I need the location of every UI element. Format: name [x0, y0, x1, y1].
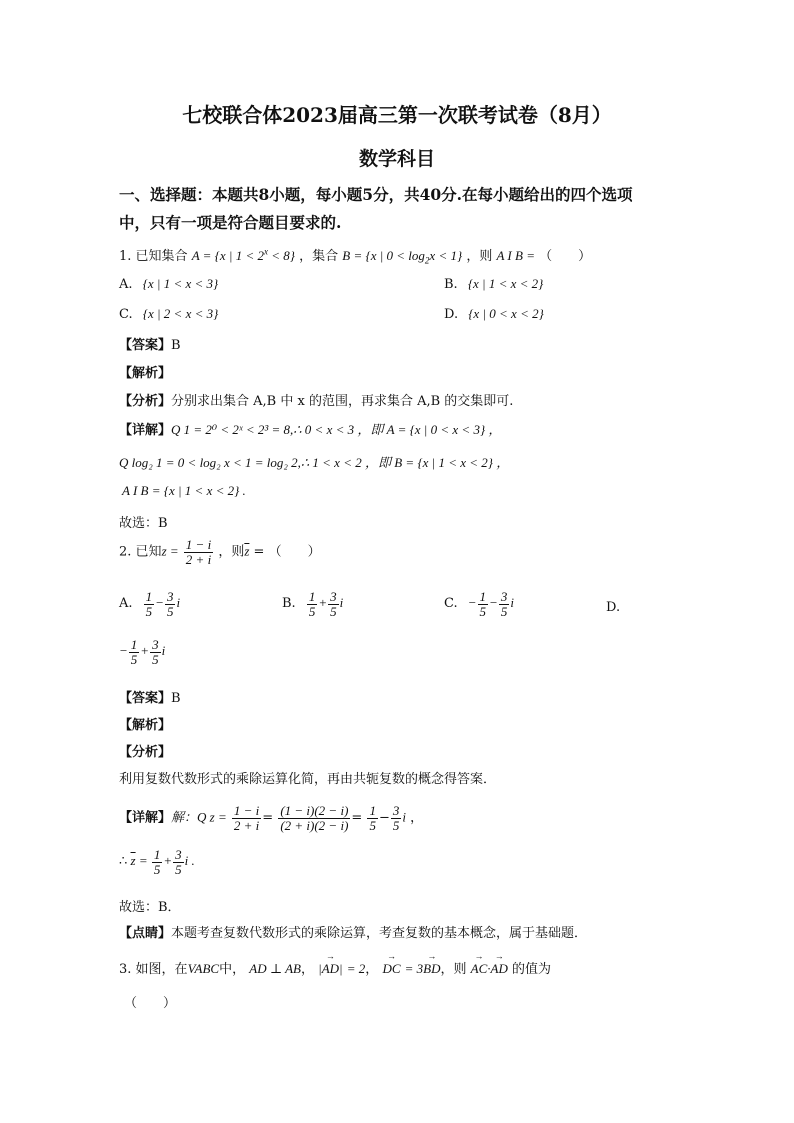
- detail-tag: 【详解】: [119, 810, 172, 826]
- q2-number: 2.: [119, 544, 132, 560]
- q1-stem-end: （ ）: [539, 249, 592, 264]
- frac-den: 5: [500, 603, 508, 619]
- imag-unit: i: [510, 595, 514, 611]
- option-text: {x | 2 < x < 3}: [142, 306, 219, 321]
- frac-num: 3: [392, 803, 400, 818]
- q3-number: 3.: [119, 962, 132, 977]
- imag-unit: i: [176, 595, 181, 611]
- detail-frac-4: [391, 804, 402, 832]
- q2-stem-end: = （ ）: [253, 544, 321, 560]
- frac-den: 5: [145, 603, 153, 619]
- q1-number: 1.: [119, 249, 132, 264]
- option-letter: A.: [119, 277, 133, 292]
- sign: −: [119, 643, 128, 659]
- op: +: [140, 643, 150, 659]
- q3-stem-c: ，: [300, 962, 314, 977]
- frac-den: 5: [369, 817, 376, 833]
- q2-fraction: [184, 538, 213, 566]
- answer-value: B: [171, 338, 181, 353]
- option-expr: [306, 589, 344, 619]
- option-text: {x | 1 < x < 2}: [467, 276, 544, 291]
- vec-dc: → DC: [382, 961, 400, 977]
- q3-perp: AD ⊥ AB: [249, 961, 301, 976]
- frac-den: 2 + i: [185, 551, 212, 567]
- q1-detail-line1: [119, 419, 501, 438]
- frac-num: 3: [152, 637, 159, 652]
- q1-analysis-tag: 【解析】: [119, 366, 172, 381]
- q3-stem-text: 如图，在: [135, 962, 188, 977]
- q3-abs-ad: |→ AD|: [318, 961, 343, 976]
- q1-detail-line2: Q log₂ 1 = 0 < log₂ x < 1 = log₂ 2,∴ 1 < x < 2 ，即 B = {x | 1 < x < 2} ，: [119, 455, 510, 470]
- detail-frac-1: [232, 804, 261, 832]
- q1-stem-then: ，则: [466, 249, 493, 264]
- frac-num: 1: [145, 589, 153, 604]
- q3-stem-c2: ，: [365, 962, 379, 977]
- detail-tag: 【详解】: [119, 423, 172, 438]
- frac-den: 5: [330, 603, 337, 619]
- section-heading-line2: 中，只有一项是符合题目要求的.: [119, 213, 342, 232]
- option-letter: B.: [444, 277, 458, 292]
- q2-stem-text: 已知: [135, 544, 162, 560]
- frac-num: 1: [153, 847, 161, 862]
- q2-zbar: $\overline{z}$: [244, 543, 250, 559]
- q2-z-eq: z =: [161, 543, 179, 559]
- q3-stem: [119, 958, 551, 977]
- frac-num: 1: [479, 589, 487, 604]
- q3-eq2: = 2: [346, 961, 366, 976]
- answer-value: B: [171, 691, 181, 706]
- option-letter: D.: [444, 307, 459, 322]
- dot: ·: [487, 961, 491, 976]
- q1-stem-text: 已知集合: [135, 249, 188, 264]
- answer-tag: 【答案】: [119, 691, 172, 706]
- frac-num: 3: [500, 589, 508, 604]
- vec-ac: → AC: [471, 961, 488, 977]
- frac-num: 1 − i: [185, 537, 212, 552]
- fenxi-text: 分别求出集合 A,B 中 x 的范围，再求集合 A,B 的交集即可.: [171, 394, 514, 409]
- option-text: {x | 0 < x < 2}: [468, 306, 544, 321]
- q1-set-b-text: B = {x | 0 < log: [342, 248, 425, 263]
- frac-num: 3: [166, 589, 174, 604]
- sign: −: [467, 595, 477, 611]
- frac-num: 3: [175, 847, 182, 862]
- q2-stem-then: ，则: [218, 544, 245, 560]
- exam-title: 七校联合体2023届高三第一次联考试卷（8月）: [182, 103, 612, 127]
- q2-analysis-tag: 【解析】: [119, 718, 172, 733]
- q1-detail-line3: A I B = {x | 1 < x < 2} .: [122, 483, 246, 498]
- op: −: [489, 595, 498, 611]
- vec-ad: → AD: [322, 961, 339, 977]
- dianjing-tag: 【点睛】: [119, 926, 172, 941]
- q1-intersection: A I B =: [496, 248, 535, 263]
- frac-den: 5: [153, 861, 161, 877]
- op: +: [318, 595, 328, 611]
- detail-prefix: 解：Q z =: [171, 809, 227, 825]
- q1-set-a-text: A = {x | 1 < 2: [191, 248, 264, 263]
- frac-den: 5: [166, 603, 174, 619]
- q2-option-d-letter: D.: [606, 600, 621, 615]
- option-letter: C.: [119, 307, 133, 322]
- q2-choose: 故选：B．: [119, 900, 181, 915]
- detail-frac-2: [278, 804, 350, 832]
- option-letter: A.: [119, 596, 133, 612]
- vec-bd: → BD: [423, 961, 440, 977]
- q3-triangle: VABC: [187, 961, 220, 976]
- section-heading-line1: 一、选择题：本题共8小题，每小题5分，共40分.在每小题给出的四个选项: [119, 185, 633, 204]
- frac-den: 5: [392, 817, 400, 833]
- q1-set-b: [342, 248, 463, 266]
- q1-option-c: [119, 306, 218, 322]
- q1-fenxi: [119, 390, 513, 409]
- q1-stem-mid: ，集合: [299, 249, 339, 264]
- frac-den: 2 + i: [233, 817, 260, 833]
- detail-frac-3: [367, 804, 378, 832]
- frac-num: 3: [330, 589, 337, 604]
- detail-text: Q 1 = 2⁰ < 2ˣ < 2³ = 8,∴ 0 < x < 3 ，即 A = {x | 0 < x < 3} ，: [171, 422, 502, 437]
- op: −: [155, 595, 164, 611]
- q1-set-a-tail: < 8}: [268, 248, 295, 263]
- q3-eq3: = 3: [404, 961, 424, 976]
- q1-set-b-sub: 2: [424, 255, 430, 266]
- q2-option-d-expr: [119, 638, 165, 666]
- q1-option-a: [119, 276, 218, 292]
- subject-title: 数学科目: [358, 148, 435, 170]
- q2-fenxi-tag: 【分析】: [119, 745, 172, 760]
- q1-stem: [119, 245, 591, 266]
- option-text: {x | 1 < x < 3}: [142, 276, 219, 291]
- q2-answer: [119, 687, 181, 706]
- zbar: $\overline{z}$: [130, 853, 136, 869]
- frac-den: 5: [308, 603, 316, 619]
- imag-unit: i: [339, 595, 344, 611]
- q1-option-d: [444, 306, 544, 322]
- q1-option-b: [444, 276, 543, 292]
- option-expr: [467, 589, 514, 619]
- frac-den: (2 + i)(2 − i): [280, 817, 349, 833]
- q3-stem-b: 中，: [219, 962, 246, 977]
- frac-den: 5: [152, 651, 159, 667]
- q1-set-b-tail: x < 1}: [429, 248, 463, 263]
- frac-den: 5: [130, 651, 138, 667]
- q1-answer: [119, 334, 181, 353]
- q3-stem-e: 的值为: [512, 962, 552, 977]
- frac-den: 5: [479, 603, 487, 619]
- frac-num: 1: [130, 637, 138, 652]
- frac-num: 1: [369, 803, 376, 818]
- q2-option-b: [282, 590, 343, 618]
- option-expr: [143, 589, 181, 619]
- answer-tag: 【答案】: [119, 338, 172, 353]
- q2-option-a: [119, 590, 180, 618]
- q2-fenxi-text: 利用复数代数形式的乘除运算化简，再由共轭复数的概念得答案．: [119, 772, 497, 787]
- q1-choose: 故选：B: [119, 516, 168, 531]
- frac-num: (1 − i)(2 − i): [280, 803, 349, 818]
- frac-num: 1: [308, 589, 316, 604]
- imag-unit: i: [161, 643, 166, 659]
- q2-stem: [119, 538, 321, 566]
- q1-set-a-exp: x: [264, 246, 268, 257]
- frac-num: 1 − i: [233, 803, 260, 818]
- vec-ad2: → AD: [491, 961, 508, 977]
- therefore-sign: ∴: [119, 853, 128, 869]
- fenxi-tag: 【分析】: [119, 394, 172, 409]
- q2-detail: 【详解】解：Q z = $\frac{1 - i}{2 + i}$ = $\frac{(1 - i)(2 - i)}{(2 + i)(2 - i)}$ = $\frac{1}{5}$ − $\frac{3}{5}$ i ，: [119, 803, 424, 833]
- dianjing-text: 本题考查复数代数形式的乘除运算，考查复数的基本概念，属于基础题．: [171, 926, 588, 941]
- option-letter: B.: [282, 596, 296, 612]
- option-letter: C.: [444, 596, 458, 612]
- q3-stem-d: ，则: [440, 962, 467, 977]
- q2-option-c: [444, 590, 514, 618]
- frac-den: 5: [175, 861, 182, 877]
- q3-paren: （ ）: [124, 996, 177, 1011]
- q1-set-a: [192, 248, 295, 263]
- q2-conclusion: ∴ $\overline{z}$ = $\frac{1}{5}$ + $\frac{3}{5}$ i .: [119, 847, 195, 877]
- q2-dianjing: [119, 922, 587, 941]
